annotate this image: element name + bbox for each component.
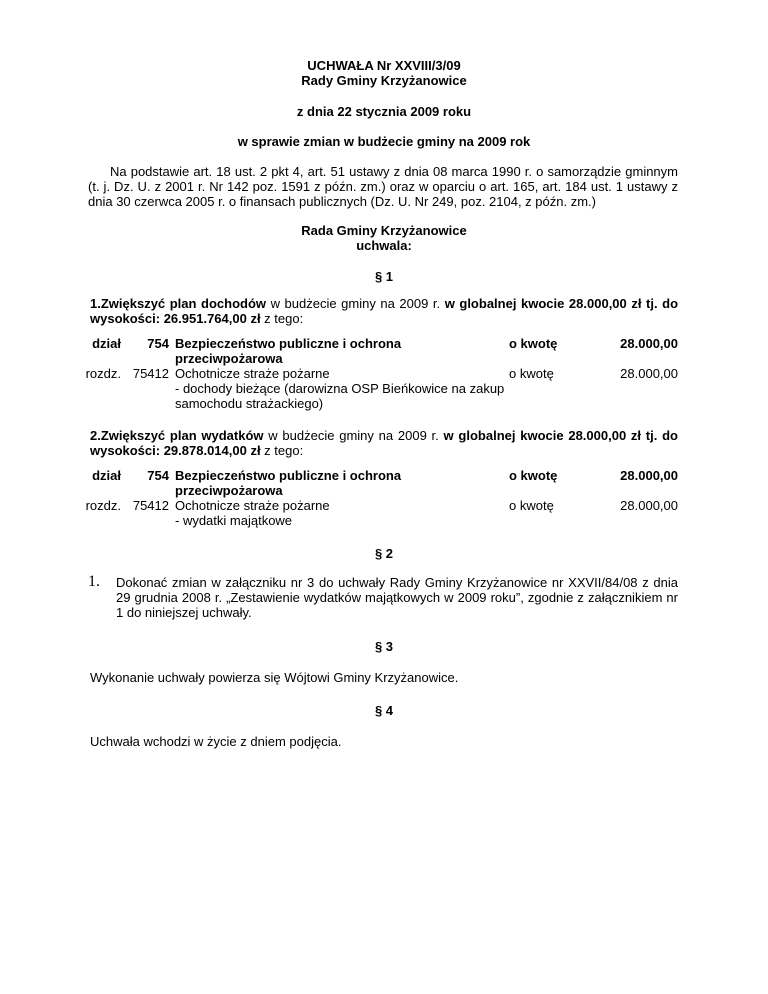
resolution-header	[90, 58, 678, 88]
section-3-heading: § 3	[374, 639, 394, 654]
row-amount: 28.000,00	[620, 336, 678, 351]
table-row	[77, 468, 678, 498]
row-description-detail: - dochody bieżące (darowizna OSP Bieńkowice na zakup samochodu strażackiego)	[175, 381, 505, 411]
row-amount: 28.000,00	[620, 366, 678, 381]
list-item	[88, 575, 678, 620]
table-row	[77, 336, 678, 366]
row-code: 754	[147, 336, 169, 351]
income-increase-middle: w budżecie gminy na 2009 r.	[266, 296, 445, 311]
expense-increase-amount: w globalnej kwocie 28.000,00 zł tj. do wysokości: 29.878.014,00 zł	[90, 428, 678, 458]
list-number: 1.	[88, 573, 100, 590]
row-description-main: Ochotnicze straże pożarne	[175, 366, 330, 381]
attachment-change-text: Dokonać zmian w załączniku nr 3 do uchwały Rady Gminy Krzyżanowice nr XXVII/84/08 z dnia 29 grudnia 2008 r. „Zestawienie wydatków majątkowych w 2009 roku”, zgodnie z załącznikiem nr 1 do niniejszej uchwały.	[116, 575, 678, 620]
table-row	[77, 498, 678, 528]
row-label: rozdz.	[85, 366, 121, 381]
income-increase-tail: z tego:	[260, 311, 304, 326]
row-code: 75412	[132, 498, 169, 513]
row-amount-label: o kwotę	[509, 366, 554, 381]
income-budget-table	[77, 336, 678, 411]
row-amount-label: o kwotę	[509, 498, 554, 513]
section-2-heading: § 2	[374, 546, 394, 561]
expense-increase-lead: 2.Zwiększyć plan wydatków	[90, 428, 264, 443]
row-amount-label: o kwotę	[509, 336, 558, 351]
row-label: rozdz.	[85, 498, 121, 513]
expense-increase-tail: z tego:	[260, 443, 304, 458]
council-resolves: uchwala:	[356, 238, 412, 253]
row-amount-label: o kwotę	[509, 468, 558, 483]
execution-clause: Wykonanie uchwały powierza się Wójtowi Gminy Krzyżanowice.	[90, 670, 459, 685]
resolution-issuer: Rady Gminy Krzyżanowice	[301, 73, 467, 88]
income-increase-lead: 1.Zwiększyć plan dochodów	[90, 296, 267, 311]
row-amount: 28.000,00	[620, 468, 678, 483]
row-code: 75412	[132, 366, 169, 381]
document-page	[85, 58, 679, 749]
legal-basis-preamble: Na podstawie art. 18 ust. 2 pkt 4, art. 51 ustawy z dnia 08 marca 1990 r. o samorządzie gminnym (t. j. Dz. U. z 2001 r. Nr 142 poz. 1591 z późn. zm.) oraz w oparciu o art. 165, art. 184 ust. 1 ustawy z dnia 30 czerwca 2005 r. o finansach publicznych (Dz. U. Nr 249, poz. 2104, z późn. zm.)	[88, 164, 678, 209]
council-resolves-block	[90, 223, 678, 253]
row-description: Bezpieczeństwo publiczne i ochrona przeciwpożarowa	[175, 468, 402, 498]
council-name: Rada Gminy Krzyżanowice	[301, 223, 467, 238]
section-4-heading: § 4	[374, 703, 394, 718]
row-description-main: Ochotnicze straże pożarne	[175, 498, 330, 513]
resolution-title: UCHWAŁA Nr XXVIII/3/09	[307, 58, 461, 73]
expense-increase-middle: w budżecie gminy na 2009 r.	[263, 428, 444, 443]
income-increase-amount: w globalnej kwocie 28.000,00 zł tj. do wysokości: 26.951.764,00 zł	[90, 296, 679, 326]
section-1-heading: § 1	[374, 269, 394, 284]
row-amount: 28.000,00	[620, 498, 678, 513]
row-label: dział	[92, 336, 121, 351]
row-description-detail: - wydatki majątkowe	[175, 513, 293, 528]
row-code: 754	[147, 468, 169, 483]
effective-date-clause: Uchwała wchodzi w życie z dniem podjęcia.	[90, 734, 342, 749]
row-description	[175, 366, 505, 411]
resolution-subject: w sprawie zmian w budżecie gminy na 2009 rok	[237, 134, 531, 149]
row-description: Bezpieczeństwo publiczne i ochrona przeciwpożarowa	[175, 336, 402, 366]
row-description	[175, 498, 505, 528]
income-increase-text	[90, 296, 678, 326]
row-label: dział	[92, 468, 121, 483]
resolution-date: z dnia 22 stycznia 2009 roku	[296, 104, 472, 119]
expense-budget-table	[77, 468, 678, 528]
expense-increase-text	[90, 428, 678, 458]
table-row	[77, 366, 678, 411]
